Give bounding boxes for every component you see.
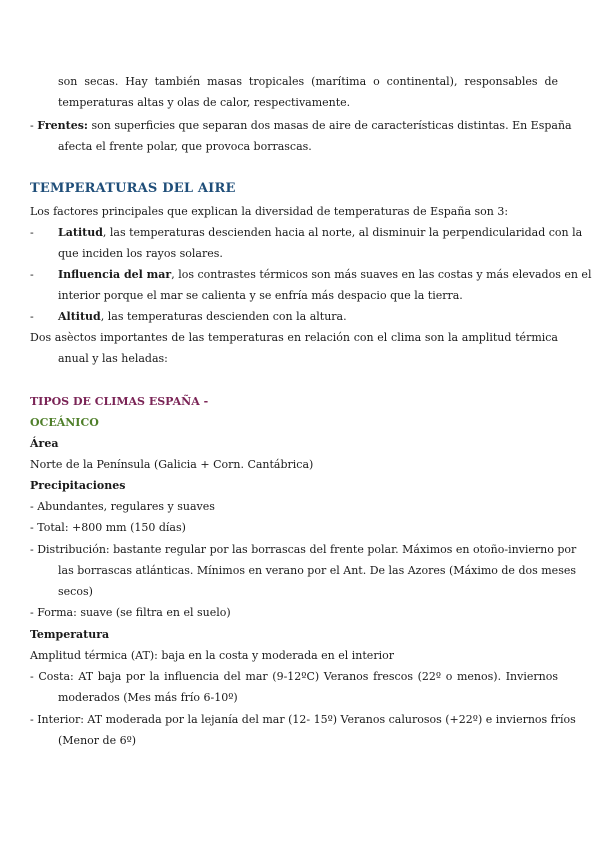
factor-altitud [30, 306, 558, 327]
factor-mar-label: Influencia del mar [58, 268, 172, 281]
interior-line-2: (Menor de 6º) [58, 734, 137, 747]
distribucion-line-1: - Distribución: bastante regular por las borrascas del frente polar. Máximos en otoño-invierno por [30, 543, 577, 556]
frentes-text-1: son superficies que separan dos masas de aire de características distintas. En España [87, 119, 572, 132]
interior-line-1: - Interior: AT moderada por la lejanía del mar (12- 15º) Veranos calurosos (+22º) e inviernos fríos [30, 713, 576, 726]
climas-heading: TIPOS DE CLIMAS ESPAÑA - [30, 395, 209, 408]
factor-latitud-line-2: que inciden los rayos solares. [58, 247, 223, 260]
factor-altitud-label: Altitud [58, 310, 101, 323]
factor-latitud [30, 222, 583, 243]
area-text: Norte de la Península (Galicia + Corn. Cantábrica) [30, 458, 314, 471]
temperaturas-intro: Los factores principales que explican la diversidad de temperaturas de España son 3: [30, 205, 509, 218]
factor-latitud-line-1: , las temperaturas descienden hacia al norte, al disminuir la perpendicularidad con la [102, 226, 583, 239]
temperaturas-heading: TEMPERATURAS DEL AIRE [30, 181, 236, 196]
bullet: - [30, 226, 34, 239]
factor-mar [30, 264, 592, 285]
temperaturas-closing-2: anual y las heladas: [58, 352, 168, 365]
factor-mar-text [58, 264, 592, 285]
precipitaciones-label: Precipitaciones [30, 479, 126, 492]
factor-altitud-line-1: , las temperaturas descienden con la altura. [100, 310, 347, 323]
factor-mar-line-1: , los contrastes térmicos son más suaves en las costas y más elevados en el [171, 268, 592, 281]
frentes-line-2: afecta el frente polar, que provoca borrascas. [58, 140, 312, 153]
precip-item-total: - Total: +800 mm (150 días) [30, 521, 186, 534]
bullet: - [30, 268, 34, 281]
factor-latitud-label: Latitud [58, 226, 103, 239]
intro-line-1: son secas. Hay también masas tropicales (marítima o continental), responsables de [58, 75, 558, 88]
area-label: Área [30, 437, 59, 450]
factor-latitud-text [58, 222, 583, 243]
costa-line-2: moderados (Mes más frío 6-10º) [58, 691, 238, 704]
amplitud-text: Amplitud térmica (AT): baja en la costa y moderada en el interior [30, 649, 394, 662]
frentes-line-1 [30, 115, 572, 136]
temperatura-label: Temperatura [30, 628, 110, 641]
costa-line-1: - Costa: AT baja por la influencia del mar (9-12ºC) Veranos frescos (22º o menos). Inviernos [30, 670, 558, 683]
forma-text: - Forma: suave (se filtra en el suelo) [30, 606, 231, 619]
temperaturas-closing-1: Dos asèctos importantes de las temperaturas en relación con el clima son la amplitud térmica [30, 331, 558, 344]
frentes-dash: - [30, 119, 34, 132]
factor-altitud-text [58, 306, 558, 327]
distribucion-line-2: las borrascas atlánticas. Mínimos en verano por el Ant. De las Azores (Máximo de dos meses [58, 564, 576, 577]
intro-line-2: temperaturas altas y olas de calor, respectivamente. [58, 96, 351, 109]
oceanico-heading: OCEÁNICO [30, 416, 99, 429]
frentes-label: Frentes: [37, 119, 88, 132]
distribucion-line-3: secos) [58, 585, 93, 598]
precip-item-abundantes: - Abundantes, regulares y suaves [30, 500, 215, 513]
factor-mar-line-2: interior porque el mar se calienta y se enfría más despacio que la tierra. [58, 289, 463, 302]
bullet: - [30, 310, 34, 323]
